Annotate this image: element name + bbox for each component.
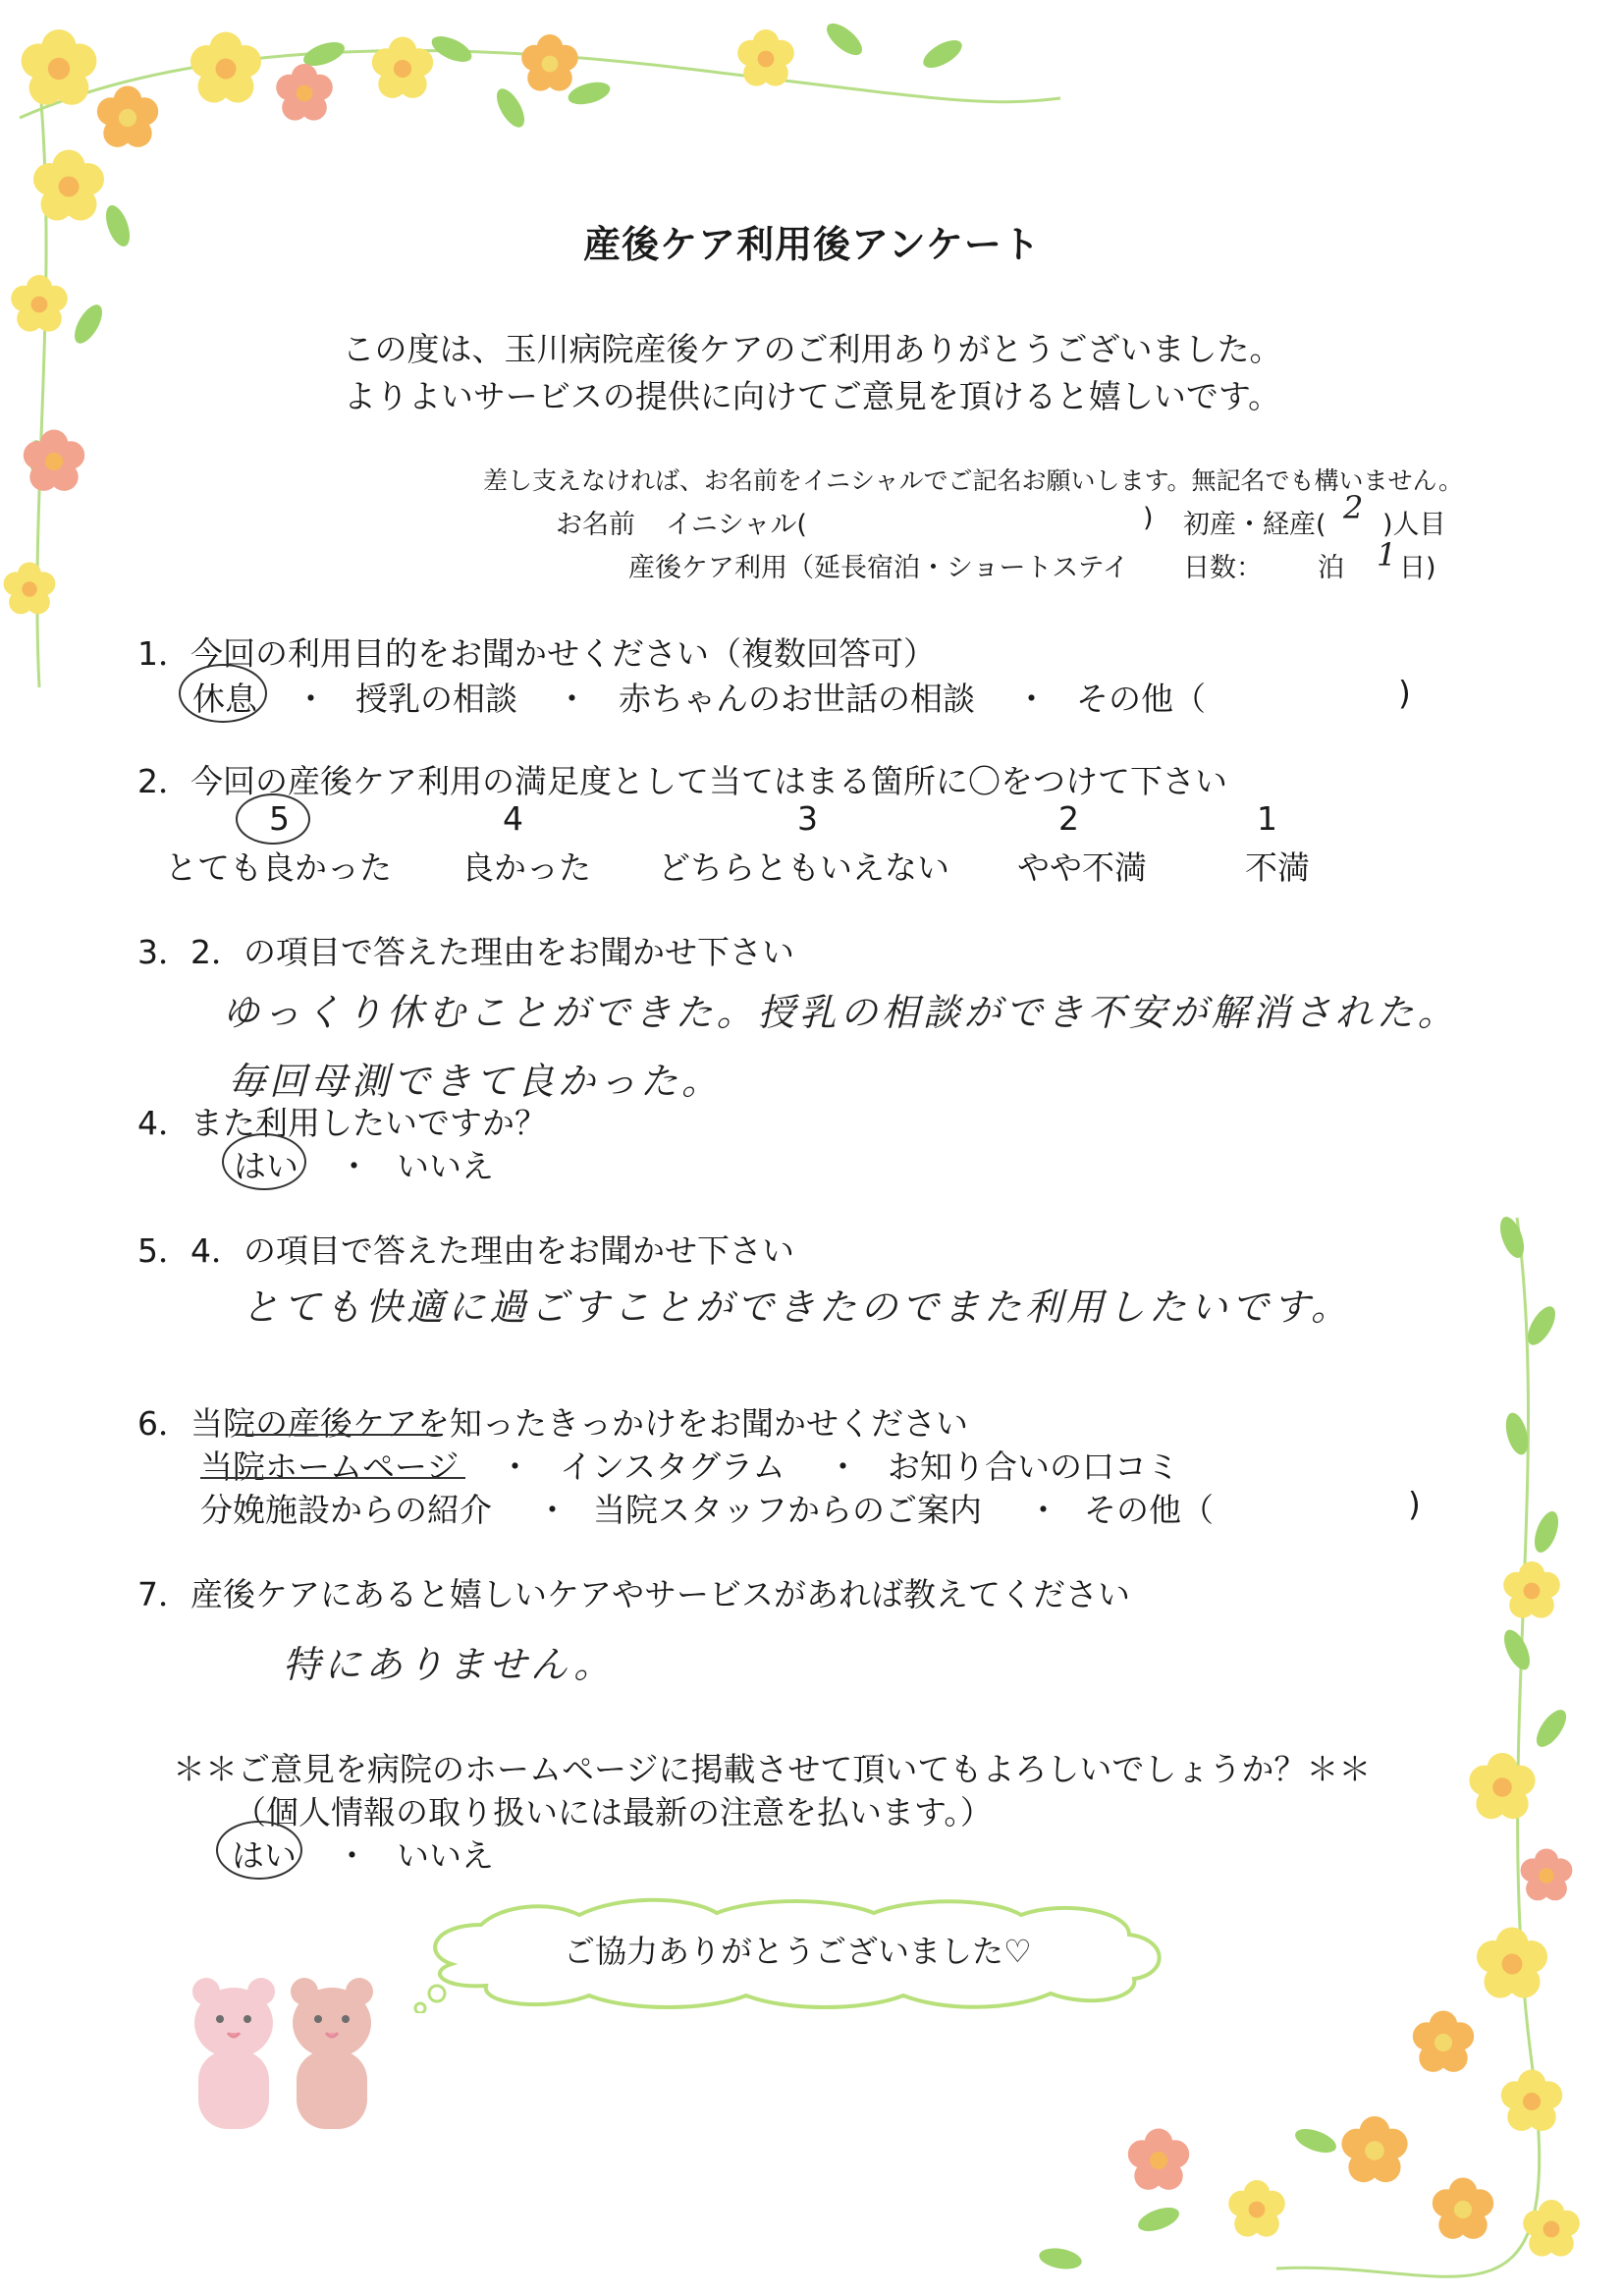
q1-sep-1: ・ xyxy=(295,680,327,718)
q7-answer: 特にありません。 xyxy=(283,1643,616,1686)
q1-title: 1．今回の利用目的をお聞かせください（複数回答可） xyxy=(137,634,936,673)
q1-option-other[interactable]: その他（ xyxy=(1076,680,1206,718)
bear-illustration xyxy=(185,1972,381,2139)
q6-option-staff[interactable]: 当院スタッフからのご案内 xyxy=(593,1491,982,1529)
q1-other-close: ) xyxy=(1398,674,1411,712)
consent-option-yes[interactable]: はい xyxy=(232,1836,297,1875)
q3-title: 3．2．の項目で答えた理由をお聞かせ下さい xyxy=(137,933,794,971)
name-note: 差し支えなければ、お名前をイニシャルでご記名お願いします。無記名でも構いません。 xyxy=(483,466,1464,495)
q3-answer-line-2: 毎回母測できて良かった。 xyxy=(228,1060,724,1103)
q2-label-1: 不満 xyxy=(1245,848,1310,887)
consent-note: （個人情報の取り扱いには最新の注意を払います。） xyxy=(234,1793,993,1831)
days-value: 1 xyxy=(1377,536,1401,574)
birth-value: 2 xyxy=(1343,489,1368,526)
birth-close: )人目 xyxy=(1382,510,1446,540)
q4-title: 4．また利用したいですか？ xyxy=(137,1104,547,1142)
q6-sep-3: ・ xyxy=(536,1491,568,1529)
q2-num-3[interactable]: 3 xyxy=(797,799,818,838)
name-label: お名前 xyxy=(556,510,635,540)
initial-close: ) xyxy=(1143,503,1154,533)
q5-answer: とても快適に過ごすことができたのでまた利用したいです。 xyxy=(242,1285,1352,1329)
birth-label: 初産・経産( xyxy=(1183,510,1326,540)
consent-question: ＊＊ご意見を病院のホームページに掲載させて頂いてもよろしいでしょうか？＊＊ xyxy=(173,1750,1372,1788)
usage-label: 産後ケア利用（延長宿泊・ショートステイ xyxy=(628,553,1129,583)
q1-option-feeding[interactable]: 授乳の相談 xyxy=(355,680,517,718)
q1-selected-circle xyxy=(179,664,267,723)
q6-sep-1: ・ xyxy=(499,1448,531,1486)
q1-sep-2: ・ xyxy=(556,680,588,718)
q2-num-4[interactable]: 4 xyxy=(503,799,523,838)
intro-line-1: この度は、玉川病院産後ケアのご利用ありがとうございました。 xyxy=(342,330,1282,368)
consent-sep: ・ xyxy=(336,1836,368,1875)
q2-label-3: どちらともいえない xyxy=(658,848,949,887)
q7-title: 7．産後ケアにあると嬉しいケアやサービスがあれば教えてください xyxy=(137,1575,1130,1613)
q5-title: 5．4．の項目で答えた理由をお聞かせ下さい xyxy=(137,1231,794,1270)
days-label: 日数： xyxy=(1183,553,1263,583)
q6-selected-underline xyxy=(200,1477,465,1479)
q6-option-instagram[interactable]: インスタグラム xyxy=(560,1448,785,1486)
q2-selected-circle xyxy=(236,793,310,845)
q4-selected-circle xyxy=(222,1133,306,1190)
q2-label-5: とても良かった xyxy=(165,848,392,887)
q6-other-close: ) xyxy=(1408,1485,1421,1523)
q6-option-other[interactable]: その他（ xyxy=(1084,1491,1214,1529)
survey-title: 産後ケア利用後アンケート xyxy=(583,223,1041,266)
q2-num-1[interactable]: 1 xyxy=(1257,799,1277,838)
q3-answer-line-1: ゆっくり休むことができた。授乳の相談ができ不安が解消された。 xyxy=(222,991,1459,1034)
q1-option-rest[interactable]: 休息 xyxy=(192,680,257,718)
q6-option-homepage[interactable]: 当院ホームページ xyxy=(200,1448,460,1486)
q1-option-babycare[interactable]: 赤ちゃんのお世話の相談 xyxy=(619,680,975,718)
nights-label: 泊 xyxy=(1318,553,1344,583)
initial-label: イニシャル( xyxy=(666,510,807,540)
q6-option-word-of-mouth[interactable]: お知り合いの口コミ xyxy=(888,1448,1179,1486)
q2-num-5[interactable]: 5 xyxy=(269,799,290,838)
q2-num-2[interactable]: 2 xyxy=(1058,799,1079,838)
q6-option-facility[interactable]: 分娩施設からの紹介 xyxy=(200,1491,492,1529)
q2-label-2: やや不満 xyxy=(1017,848,1147,887)
q2-label-4: 良かった xyxy=(461,848,591,887)
q4-option-no[interactable]: いいえ xyxy=(397,1147,494,1185)
q1-sep-3: ・ xyxy=(1015,680,1048,718)
q4-option-yes[interactable]: はい xyxy=(234,1147,298,1185)
q6-title: 6．当院の産後ケアを知ったきっかけをお聞かせください xyxy=(137,1404,968,1443)
q2-title: 2．今回の産後ケア利用の満足度として当てはまる箇所に〇をつけて下さい xyxy=(137,762,1227,800)
q6-sep-4: ・ xyxy=(1027,1491,1059,1529)
days-unit: 日) xyxy=(1399,553,1436,583)
consent-selected-circle xyxy=(216,1821,302,1880)
q6-sep-2: ・ xyxy=(827,1448,859,1486)
consent-option-no[interactable]: いいえ xyxy=(397,1836,494,1875)
intro-line-2: よりよいサービスの提供に向けてご意見を頂けると嬉しいです。 xyxy=(343,377,1281,415)
thanks-message: ご協力ありがとうございました♡ xyxy=(564,1933,1032,1970)
q4-sep: ・ xyxy=(338,1147,370,1185)
q6-title-underline xyxy=(236,1434,440,1436)
